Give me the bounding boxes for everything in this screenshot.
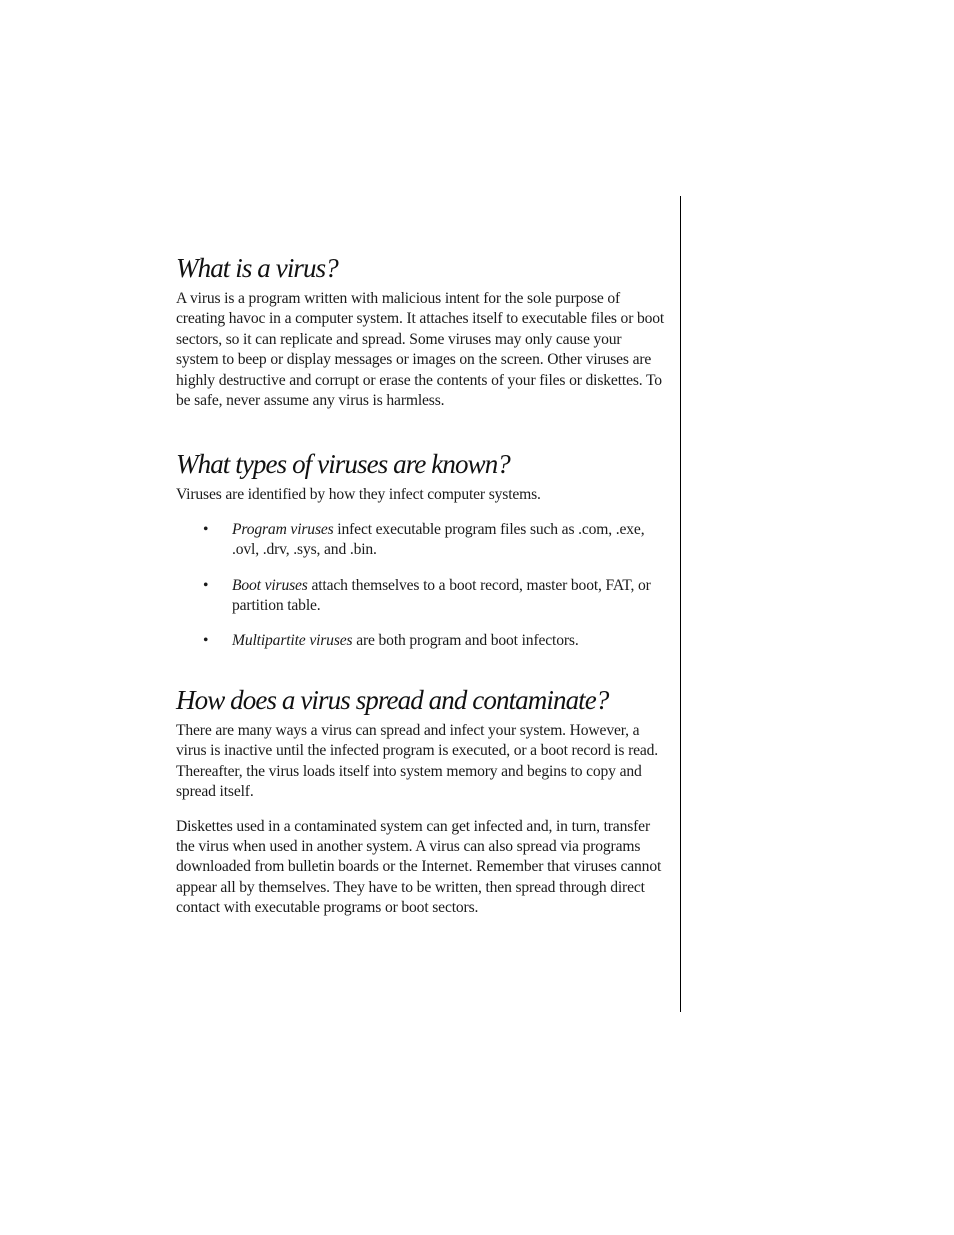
section-heading: What types of viruses are known? bbox=[176, 449, 510, 480]
list-item-text: attach themselves to a boot record, master boot, FAT, or partition table. bbox=[232, 576, 651, 615]
section-what-is-a-virus bbox=[176, 250, 666, 411]
bullet-icon: • bbox=[203, 520, 209, 538]
list-item bbox=[176, 631, 666, 651]
list-item-term: Boot viruses bbox=[232, 576, 308, 594]
virus-type-list bbox=[176, 520, 666, 652]
list-item bbox=[176, 576, 666, 617]
list-item-term: Program viruses bbox=[232, 520, 334, 538]
bullet-icon: • bbox=[203, 632, 209, 650]
body-paragraph: A virus is a program written with malicious intent for the sole purpose of creating havoc in a computer system. It attaches itself to executable files or boot sectors, so it can replicate and spread. Some viruses may only cause your system to beep or display messages or images on the screen. Other viruses are highly destructive and corrupt or erase the contents of your files or diskettes. To be safe, never assume any virus is harmless. bbox=[176, 290, 665, 410]
bullet-icon: • bbox=[203, 576, 209, 594]
section-virus-spread bbox=[176, 682, 666, 919]
page-content bbox=[176, 250, 666, 919]
body-paragraph: There are many ways a virus can spread and infect your system. However, a virus is inactive until the infected program is executed, or a boot record is read. Thereafter, the virus loads itself into system memory and begins to copy and spread itself. bbox=[176, 721, 659, 801]
margin-rule bbox=[680, 196, 681, 1012]
list-item bbox=[176, 520, 666, 561]
section-virus-types bbox=[176, 446, 666, 651]
intro-paragraph: Viruses are identified by how they infect computer systems. bbox=[176, 486, 541, 504]
body-paragraph: Diskettes used in a contaminated system can get infected and, in turn, transfer the virus when used in another system. A virus can also spread via programs downloaded from bulletin boards or the Internet. Remember that viruses cannot appear all by themselves. They have to be written, then spread through direct contact with executable programs or boot sectors. bbox=[176, 817, 662, 917]
list-item-text: infect executable program files such as .com, .exe, .ovl, .drv, .sys, and .bin. bbox=[232, 520, 645, 559]
section-heading: How does a virus spread and contaminate? bbox=[176, 684, 609, 715]
list-item-term: Multipartite viruses bbox=[232, 632, 353, 650]
list-item-text: are both program and boot infectors. bbox=[352, 632, 579, 650]
section-heading: What is a virus? bbox=[176, 253, 338, 283]
